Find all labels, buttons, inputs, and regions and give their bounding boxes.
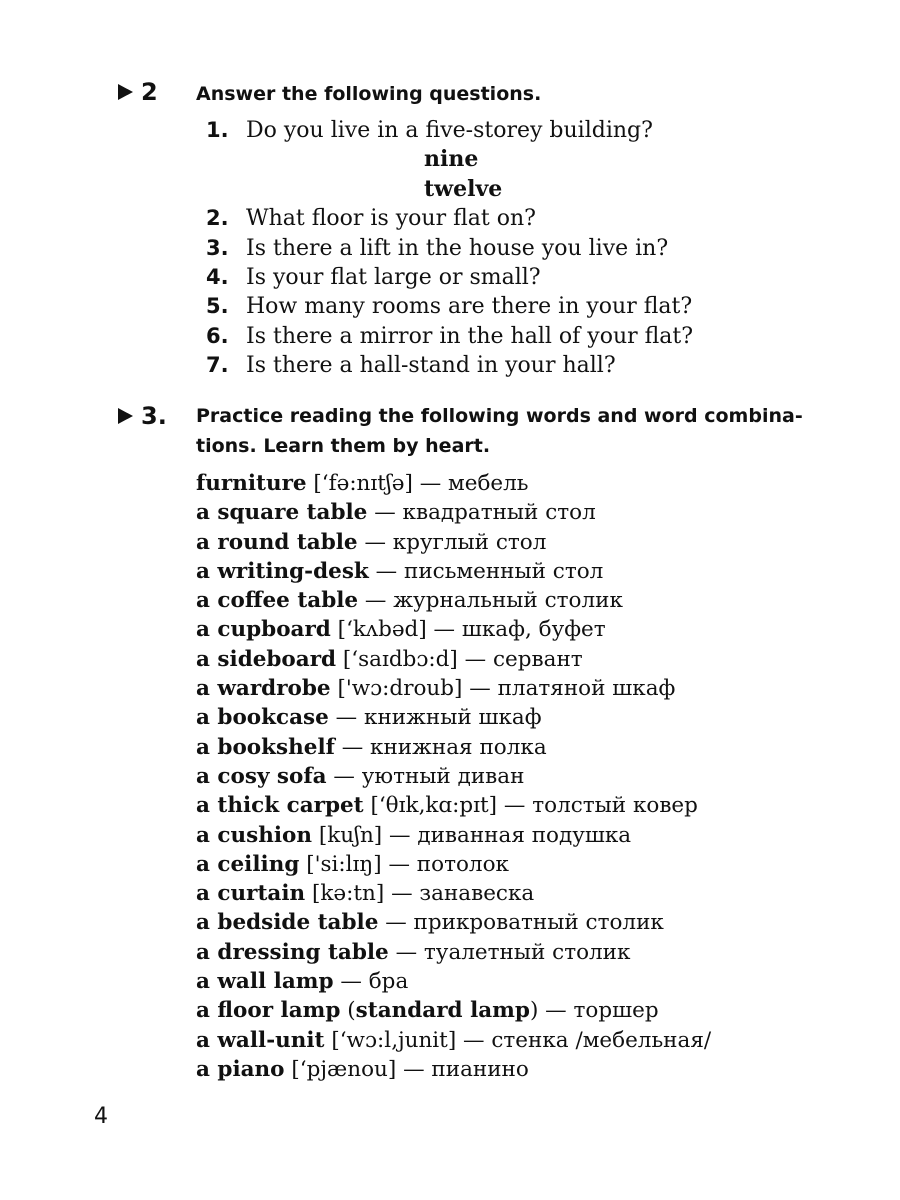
vocab-translation: ['wɔ:droub] — платяной шкаф bbox=[330, 676, 676, 702]
question-text: Is your flat large or small? bbox=[246, 264, 541, 290]
question-number: 7. bbox=[206, 353, 229, 378]
vocab-item bbox=[196, 557, 711, 586]
vocab-word: a square table bbox=[196, 500, 368, 526]
vocab-item bbox=[196, 908, 711, 937]
vocab-translation: — торшер bbox=[538, 998, 659, 1024]
vocab-translation: [kuʃn] — диванная подушка bbox=[312, 822, 632, 848]
question-text: How many rooms are there in your flat? bbox=[246, 294, 693, 320]
question-text: What floor is your flat on? bbox=[246, 206, 536, 232]
vocab-synonym: standard lamp bbox=[355, 998, 530, 1024]
page-number: 4 bbox=[94, 1104, 108, 1129]
vocab-item bbox=[196, 938, 711, 967]
vocab-word: a floor lamp bbox=[196, 998, 341, 1024]
question-3 bbox=[206, 234, 693, 263]
vocab-item bbox=[196, 821, 711, 850]
vocab-item bbox=[196, 615, 711, 644]
vocab-translation: — уютный диван bbox=[326, 763, 525, 789]
vocab-translation: — туалетный столик bbox=[388, 939, 631, 965]
vocab-word: a cushion bbox=[196, 822, 313, 848]
vocab-translation: — журнальный столик bbox=[358, 588, 623, 614]
vocab-translation: — книжный шкаф bbox=[328, 705, 542, 731]
question-text: Do you live in a five-storey building? bbox=[246, 118, 653, 143]
vocab-paren-open: ( bbox=[340, 998, 356, 1024]
vocab-translation: [‘fə:nɪtʃə] — мебель bbox=[306, 471, 529, 496]
vocab-word: a thick carpet bbox=[196, 793, 364, 819]
question-number: 2. bbox=[206, 206, 229, 231]
vocab-item bbox=[196, 762, 711, 791]
vocab-paren-close: ) bbox=[529, 998, 539, 1024]
question-7 bbox=[206, 351, 693, 380]
vocab-word: a piano bbox=[196, 1056, 285, 1082]
vocab-translation: [‘pjænou] — пианино bbox=[284, 1056, 529, 1082]
vocab-word: a ceiling bbox=[196, 851, 300, 877]
vocab-word: a dressing table bbox=[196, 939, 389, 965]
vocab-word: a bookshelf bbox=[196, 734, 335, 760]
vocab-item bbox=[196, 733, 711, 762]
question-1 bbox=[206, 116, 693, 145]
vocab-item bbox=[196, 1026, 711, 1055]
vocab-translation: — бра bbox=[333, 969, 409, 995]
vocab-word: a round table bbox=[196, 529, 358, 555]
question-list bbox=[206, 116, 693, 381]
vocab-translation: — квадратный стол bbox=[367, 500, 596, 526]
vocab-item bbox=[196, 1055, 711, 1084]
vocab-translation: — прикроватный столик bbox=[378, 910, 664, 936]
vocab-word: a cupboard bbox=[196, 617, 331, 643]
vocab-item bbox=[196, 498, 711, 527]
question-text: Is there a lift in the house you live in? bbox=[246, 235, 669, 261]
exercise-3-marker bbox=[118, 402, 167, 430]
exercise-3-number: 3. bbox=[141, 402, 167, 430]
question-5 bbox=[206, 292, 693, 321]
vocab-translation: [kə:tn] — занавеска bbox=[305, 881, 535, 907]
vocab-word: a wardrobe bbox=[196, 676, 331, 702]
question-1-alternative: nine bbox=[424, 146, 479, 173]
question-number: 5. bbox=[206, 294, 229, 319]
triangle-bullet-icon bbox=[118, 408, 133, 424]
vocab-word: a wall lamp bbox=[196, 969, 334, 995]
exercise-2-instruction: Answer the following questions. bbox=[196, 83, 542, 105]
vocab-item bbox=[196, 586, 711, 615]
vocab-word: a writing-desk bbox=[196, 558, 369, 584]
vocab-item bbox=[196, 996, 711, 1025]
vocab-word: a cosy sofa bbox=[196, 763, 327, 789]
vocab-item bbox=[196, 791, 711, 820]
question-1-alternative: twelve bbox=[424, 175, 503, 202]
exercise-2-marker bbox=[118, 78, 158, 106]
vocab-item bbox=[196, 703, 711, 732]
vocab-word: a bookcase bbox=[196, 705, 329, 731]
vocab-word: a bedside table bbox=[196, 910, 379, 936]
vocab-translation: [‘wɔ:l‚junit] — стенка /мебельная/ bbox=[324, 1027, 712, 1053]
vocab-item bbox=[196, 879, 711, 908]
vocab-item bbox=[196, 674, 711, 703]
vocab-translation: ['si:lɪŋ] — потолок bbox=[299, 851, 509, 877]
vocab-word: a curtain bbox=[196, 881, 306, 907]
question-number: 6. bbox=[206, 323, 229, 348]
vocab-item bbox=[196, 528, 711, 557]
question-6 bbox=[206, 322, 693, 351]
exercise-2-number: 2 bbox=[141, 78, 158, 106]
question-number: 3. bbox=[206, 235, 229, 260]
vocab-translation: — круглый стол bbox=[357, 529, 547, 555]
vocab-translation: — книжная полка bbox=[334, 734, 547, 760]
question-number: 4. bbox=[206, 264, 229, 289]
triangle-bullet-icon bbox=[118, 84, 133, 100]
vocab-word: a wall-unit bbox=[196, 1027, 325, 1053]
vocab-item bbox=[196, 850, 711, 879]
vocab-item bbox=[196, 967, 711, 996]
vocab-translation: [‘θɪk‚kɑ:pɪt] — толстый ковер bbox=[363, 793, 698, 819]
vocab-word: a sideboard bbox=[196, 646, 337, 672]
exercise-3-instruction: Practice reading the following words and word combina-tions. Learn them by heart. bbox=[196, 405, 803, 457]
vocab-translation: [‘saɪdbɔ:d] — сервант bbox=[336, 646, 583, 672]
question-text: Is there a mirror in the hall of your flat? bbox=[246, 323, 694, 349]
question-2 bbox=[206, 204, 693, 233]
vocab-item bbox=[196, 469, 711, 498]
question-4 bbox=[206, 263, 693, 292]
vocab-item bbox=[196, 645, 711, 674]
vocab-word: furniture bbox=[196, 471, 307, 496]
question-text: Is there a hall-stand in your hall? bbox=[246, 353, 616, 379]
question-number: 1. bbox=[206, 118, 229, 142]
vocab-translation: — письменный стол bbox=[368, 558, 604, 584]
vocab-translation: [‘kʌbəd] — шкаф, буфет bbox=[330, 617, 606, 643]
vocab-word: a coffee table bbox=[196, 588, 359, 614]
vocabulary-list bbox=[196, 469, 711, 1084]
